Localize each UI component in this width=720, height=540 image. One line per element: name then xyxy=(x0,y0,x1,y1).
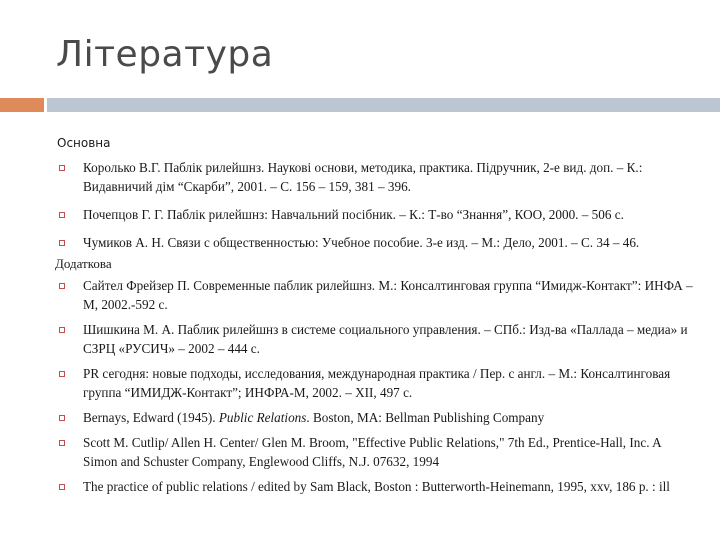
title-divider-tick xyxy=(44,98,47,112)
list-item: Сайтел Фрейзер П. Современные паблик рилейшнз. М.: Консалтинговая группа “Имидж-Контакт”: ИНФА – М, 2002.-592 с. xyxy=(57,276,697,314)
square-bullet-icon xyxy=(59,165,65,171)
list-item: Королько В.Г. Паблік рилейшнз. Наукові основи, методика, практика. Підручник, 2-е вид. доп. – К.: Видавничий дім “Скарби”, 2001. – С. 156 – 159, 381 – 396. xyxy=(57,158,697,196)
list-item: Bernays, Edward (1945). Public Relations. Boston, MA: Bellman Publishing Company xyxy=(57,408,697,427)
main-literature-list xyxy=(57,158,697,252)
list-item: Scott M. Cutlip/ Allen H. Center/ Glen M. Broom, "Effective Public Relations," 7th Ed., Prentice-Hall, Inc. A Simon and Schuster Company, Englewood Cliffs, N.J. 07632, 1994 xyxy=(57,433,697,471)
square-bullet-icon xyxy=(59,440,65,446)
square-bullet-icon xyxy=(59,327,65,333)
square-bullet-icon xyxy=(59,240,65,246)
section-heading-main: Основна xyxy=(57,136,111,150)
list-item: Чумиков А. Н. Связи с общественностью: Учебное пособие. 3-е изд. – М.: Дело, 2001. – С. 34 – 46. xyxy=(57,233,697,252)
square-bullet-icon xyxy=(59,371,65,377)
list-item: Шишкина М. А. Паблик рилейшнз в системе социального управления. – СПб.: Изд-ва «Паллада – медиа» и СЗРЦ «РУСИЧ» – 2002 – 444 с. xyxy=(57,320,697,358)
additional-literature-list xyxy=(57,276,697,496)
square-bullet-icon xyxy=(59,283,65,289)
square-bullet-icon xyxy=(59,212,65,218)
title-divider-bar xyxy=(44,98,720,112)
bibliography xyxy=(57,136,697,502)
square-bullet-icon xyxy=(59,415,65,421)
list-item: PR сегодня: новые подходы, исследования, международная практика / Пер. с англ. – М.: Консалтинговая группа “ИМИДЖ-Контакт”; ИНФРА-М, 2002. – XII, 497 с. xyxy=(57,364,697,402)
page-title: Література xyxy=(56,34,274,75)
list-item: Почепцов Г. Г. Паблік рилейшнз: Навчальний посібник. – К.: Т-во “Знання”, КОО, 2000. – 506 с. xyxy=(57,205,697,224)
square-bullet-icon xyxy=(59,484,65,490)
section-heading-additional: Додаткова xyxy=(55,256,112,271)
list-item: The practice of public relations / edited by Sam Black, Boston : Butterworth-Heinemann, 1995, xxv, 186 p. : ill xyxy=(57,477,697,496)
title-divider-accent xyxy=(0,98,44,112)
